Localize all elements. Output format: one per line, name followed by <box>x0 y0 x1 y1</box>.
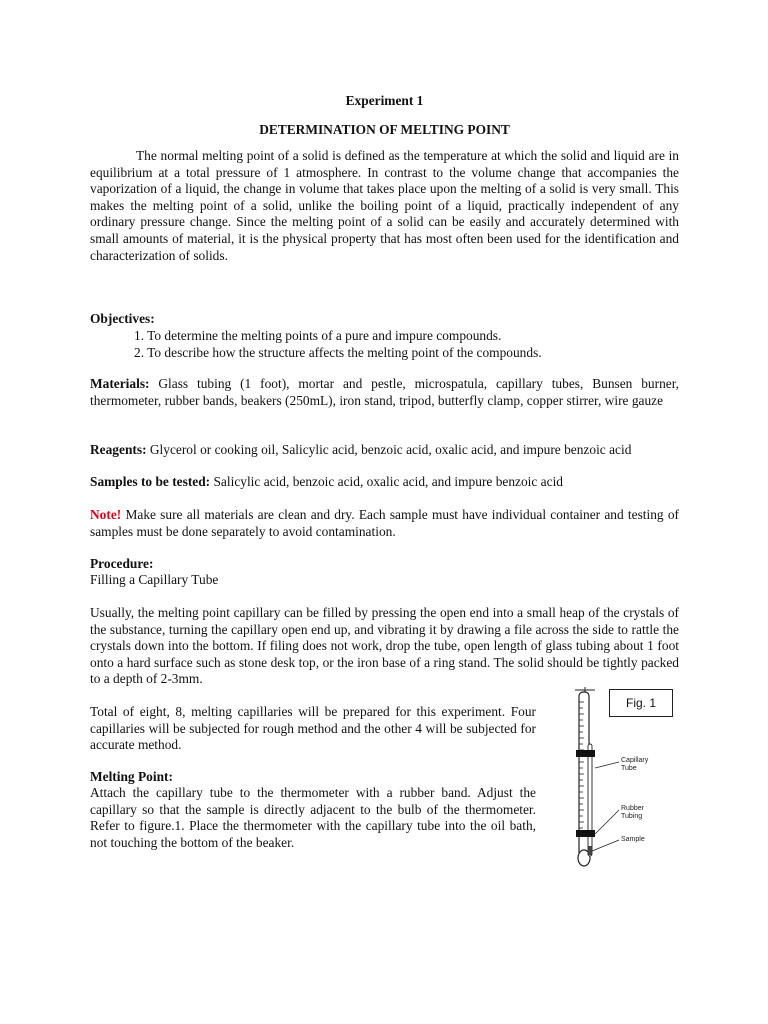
note-label: Note! <box>90 507 122 522</box>
materials-label: Materials: <box>90 376 150 391</box>
samples-text: Salicylic acid, benzoic acid, oxalic acid, and impure benzoic acid <box>210 474 563 489</box>
melting-point-paragraph: Attach the capillary tube to the thermometer with a rubber band. Adjust the capillary so that the sample is directly adjacent to the bulb of the thermometer. Refer to figure.1. Place the thermometer with the capillary tube into the oil bath, not touching the bottom of the beaker. <box>90 785 536 850</box>
figure-1 <box>555 684 680 874</box>
samples-label: Samples to be tested: <box>90 474 211 489</box>
reagents-paragraph <box>90 442 679 459</box>
reagents-label: Reagents: <box>90 442 147 457</box>
procedure-subheading: Filling a Capillary Tube <box>90 572 219 587</box>
objectives-heading: Objectives: <box>90 311 155 326</box>
capillaries-paragraph: Total of eight, 8, melting capillaries will be prepared for this experiment. Four capillaries will be subjected for rough method and the other 4 will be subjected for accurate method. <box>90 704 536 753</box>
rubber-tubing-label <box>621 805 644 821</box>
reagents-text: Glycerol or cooking oil, Salicylic acid, benzoic acid, oxalic acid, and impure benzoic acid <box>146 442 632 457</box>
note-text: Make sure all materials are clean and dry. Each sample must have individual container and testing of samples must be done separately to avoid contamination. <box>90 507 679 539</box>
note-paragraph <box>90 507 679 540</box>
sample-label: Sample <box>621 836 645 843</box>
procedure-heading: Procedure: <box>90 556 154 571</box>
materials-text: Glass tubing (1 foot), mortar and pestle, microspatula, capillary tubes, Bunsen burner, thermometer, rubber bands, beakers (250mL), iron stand, tripod, butterfly clamp, copper stirrer, wire gauze <box>90 376 679 408</box>
rubber-label-line: Tubing <box>621 813 643 820</box>
objective-item: 1. To determine the melting points of a pure and impure compounds. <box>134 328 502 343</box>
objectives-list <box>134 328 679 361</box>
samples-paragraph <box>90 474 679 491</box>
capillary-label-line: Capillary <box>621 757 649 764</box>
figure-caption: Fig. 1 <box>609 689 673 717</box>
experiment-title: DETERMINATION OF MELTING POINT <box>259 122 510 137</box>
melting-point-heading: Melting Point: <box>90 769 173 784</box>
procedure-paragraph: Usually, the melting point capillary can be filled by pressing the open end into a small heap of the crystals of the substance, turning the capillary open end up, and vibrating it by drawing a file across the side to rattle the crystals down into the bottom. If filing does not work, drop the tube, open length of glass tubing about 1 foot onto a hard surface such as stone desk top, or the iron base of a ring stand. The solid should be tightly packed to a depth of 2-3mm. <box>90 605 679 687</box>
capillary-tube-label <box>621 757 648 773</box>
capillary-label-line: Tube <box>621 765 637 772</box>
rubber-label-line: Rubber <box>621 805 644 812</box>
materials-paragraph <box>90 376 679 409</box>
objective-item: 2. To describe how the structure affects the melting point of the compounds. <box>134 344 542 360</box>
experiment-number: Experiment 1 <box>345 93 424 108</box>
intro-paragraph: The normal melting point of a solid is defined as the temperature at which the solid and liquid are in equilibrium at a total pressure of 1 atmosphere. In contrast to the volume change that accompanies the vaporization of a liquid, the change in volume that takes place upon the melting of a solid is very small. This makes the melting point of a solid, unlike the boiling point of a liquid, practically independent of any ordinary pressure change. Since the melting point of a solid can be easily and accurately determined with small amounts of material, it is the physical property that has most often been used for the identification and characterization of solids. <box>90 148 679 263</box>
